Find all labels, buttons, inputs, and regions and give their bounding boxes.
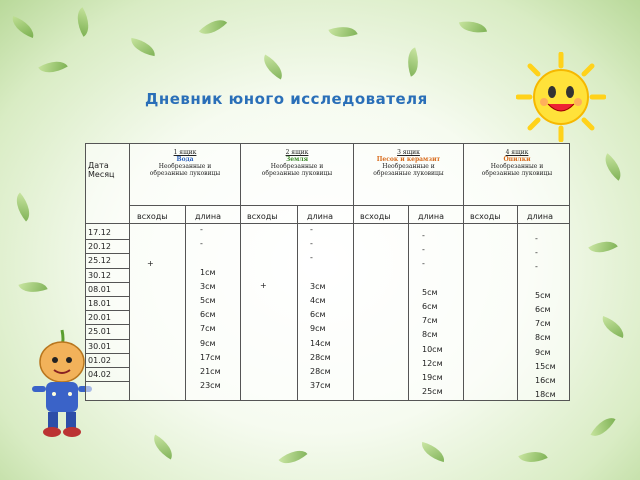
box4-length-cell: 15см	[535, 362, 556, 371]
box1-header	[131, 149, 239, 177]
box3-length-cell: 8см	[422, 330, 438, 339]
box4-header	[465, 149, 569, 177]
box1-desc: Необрезанные и обрезанные луковицы	[149, 163, 221, 177]
box1-length-header: длина	[195, 212, 221, 221]
box1-length-cell: -	[200, 225, 203, 234]
box3-label: 3 ящик	[397, 149, 420, 156]
box3-length-cell: -	[422, 259, 425, 268]
box1-label: 1 ящик	[173, 149, 197, 156]
box2-length-cell: -	[310, 225, 313, 234]
box3-desc: Необрезанные и обрезанные луковицы	[373, 163, 444, 177]
box2-header	[242, 149, 352, 177]
box3-length-header: длина	[418, 212, 444, 221]
date-cell: 30.12	[88, 271, 111, 280]
date-cell: 18.01	[88, 299, 111, 308]
box3-length-cell: 7см	[422, 316, 438, 325]
box1-length-cell: -	[200, 239, 203, 248]
box2-length-cell: 6см	[310, 310, 326, 319]
box2-sprouts-cell: +	[260, 281, 267, 290]
box3-length-cell: 19см	[422, 373, 443, 382]
sun-icon	[516, 52, 606, 142]
box2-length-cell: -	[310, 253, 313, 262]
box3-length-cell: 12см	[422, 359, 443, 368]
box2-medium: Земля	[285, 156, 309, 163]
box1-length-cell: 7см	[200, 324, 216, 333]
date-cell: 20.01	[88, 313, 111, 322]
box3-length-cell: 10см	[422, 345, 443, 354]
box1-medium: Вода	[176, 156, 194, 163]
observation-table	[85, 143, 570, 401]
box3-length-cell: -	[422, 231, 425, 240]
box2-length-cell: 9см	[310, 324, 326, 333]
box1-length-cell: 6см	[200, 310, 216, 319]
box4-length-header: длина	[527, 212, 553, 221]
box1-length-cell: 23см	[200, 381, 221, 390]
box4-length-cell: -	[535, 262, 538, 271]
date-cell: 17.12	[88, 228, 111, 237]
box3-sprouts-header: всходы	[360, 212, 391, 221]
date-header: Дата Месяц	[88, 161, 115, 179]
box4-length-cell: 5см	[535, 291, 551, 300]
box4-length-cell: 16см	[535, 376, 556, 385]
box4-length-cell: -	[535, 234, 538, 243]
box4-desc: Необрезанные и обрезанные луковицы	[481, 163, 553, 177]
box1-length-cell: 9см	[200, 339, 216, 348]
box1-length-cell: 21см	[200, 367, 221, 376]
box4-length-cell: 7см	[535, 319, 551, 328]
box1-length-cell: 3см	[200, 282, 216, 291]
box1-length-cell: 5см	[200, 296, 216, 305]
box2-length-header: длина	[307, 212, 333, 221]
box4-length-cell: 8см	[535, 333, 551, 342]
box3-header	[355, 149, 462, 177]
page-title: Дневник юного исследователя	[145, 90, 428, 108]
box1-length-cell: 17см	[200, 353, 221, 362]
box4-length-cell: -	[535, 248, 538, 257]
date-cell: 08.01	[88, 285, 111, 294]
box2-length-cell: 14см	[310, 339, 331, 348]
box2-length-cell: 28см	[310, 353, 331, 362]
box1-sprouts-header: всходы	[137, 212, 168, 221]
box2-sprouts-header: всходы	[247, 212, 278, 221]
box2-label: 2 ящик	[285, 149, 309, 156]
box2-length-cell: -	[310, 239, 313, 248]
box3-length-cell: 25см	[422, 387, 443, 396]
box2-length-cell: 4см	[310, 296, 326, 305]
date-cell: 25.01	[88, 327, 111, 336]
date-cell: 04.02	[88, 370, 111, 379]
box4-medium: Опилки	[503, 156, 531, 163]
box3-medium: Песок и керамзит	[376, 156, 441, 163]
box4-label: 4 ящик	[505, 149, 529, 156]
date-cell: 25.12	[88, 256, 111, 265]
box3-length-cell: -	[422, 245, 425, 254]
box4-length-cell: 6см	[535, 305, 551, 314]
box2-length-cell: 3см	[310, 282, 326, 291]
box3-length-cell: 6см	[422, 302, 438, 311]
box4-length-cell: 18см	[535, 390, 556, 399]
date-cell: 20.12	[88, 242, 111, 251]
box2-desc: Необрезанные и обрезанные луковицы	[261, 163, 333, 177]
date-cell: 30.01	[88, 342, 111, 351]
box3-length-cell: 5см	[422, 288, 438, 297]
box2-length-cell: 28см	[310, 367, 331, 376]
box2-length-cell: 37см	[310, 381, 331, 390]
box4-sprouts-header: всходы	[470, 212, 501, 221]
box4-length-cell: 9см	[535, 348, 551, 357]
date-cell: 01.02	[88, 356, 111, 365]
box1-length-cell: 1см	[200, 268, 216, 277]
box1-sprouts-cell: +	[147, 259, 154, 268]
